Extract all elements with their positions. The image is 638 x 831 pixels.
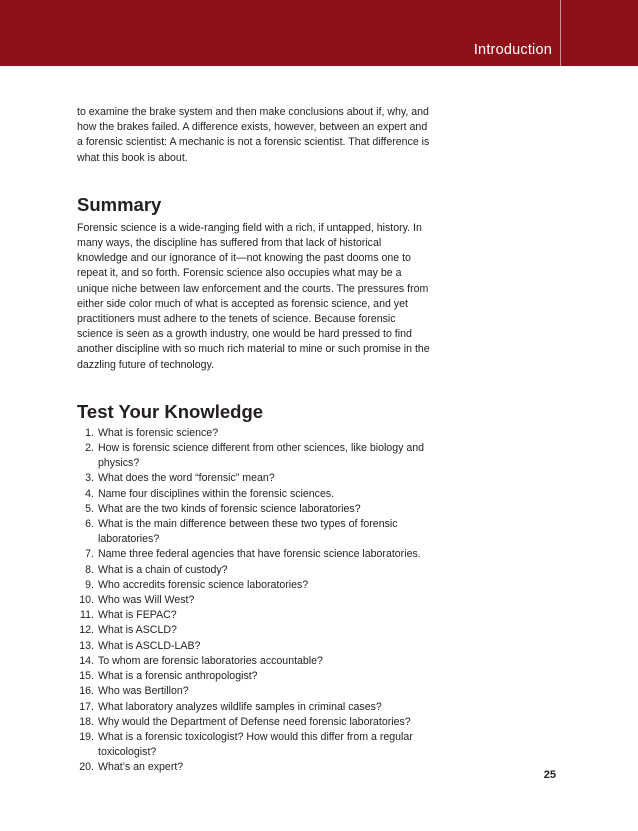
question-text: What is ASCLD? — [98, 624, 177, 637]
question-item — [77, 426, 432, 441]
summary-heading: Summary — [77, 193, 162, 215]
question-number: 18. — [79, 715, 94, 728]
question-text: What is the main difference between these two types of forensic laboratories? — [98, 518, 398, 546]
section-title: Introduction — [473, 42, 552, 58]
question-text: How is forensic science different from other sciences, like biology and physics? — [98, 442, 425, 470]
question-number: 2. — [85, 442, 94, 455]
question-number: 11. — [80, 609, 94, 622]
question-item — [77, 547, 432, 562]
question-item — [77, 578, 432, 593]
question-item — [77, 563, 432, 578]
question-text: Who accredits forensic science laboratories? — [98, 578, 309, 591]
question-number: 8. — [85, 563, 94, 576]
summary-paragraph: Forensic science is a wide-ranging field with a rich, if untapped, history. In many ways, the discipline has suffered from that lack of historical knowledge and our ignorance of it—not knowing the past dooms one to repeat it, and so forth. Forensic science also occupies what may be a unique niche between law enforcement and the courts. The pressures from either side color much of what is accepted as forensic science, and yet practitioners must adhere to the tenets of science. Because forensic science is seen as a growth industry, one would be hard pressed to find another discipline with so much rich material to mine or such promise in the dazzling future of technology. — [77, 221, 430, 371]
question-text: What are the two kinds of forensic science laboratories? — [98, 502, 361, 515]
question-number: 13. — [79, 639, 94, 652]
question-number: 7. — [85, 548, 94, 561]
question-item — [77, 760, 432, 775]
question-number: 19. — [79, 730, 94, 743]
question-item — [77, 487, 432, 502]
question-item — [77, 654, 432, 669]
question-number: 3. — [85, 472, 94, 485]
question-text: What is FEPAC? — [98, 609, 177, 622]
header-divider — [560, 0, 561, 66]
question-text: What does the word “forensic” mean? — [98, 472, 275, 485]
question-number: 9. — [85, 578, 94, 591]
question-item — [77, 517, 432, 547]
question-item — [77, 502, 432, 517]
question-text: What is forensic science? — [98, 426, 219, 439]
page-content — [77, 105, 432, 776]
question-item — [77, 441, 432, 471]
question-text: Why would the Department of Defense need forensic laboratories? — [98, 715, 411, 728]
question-text: What is a chain of custody? — [98, 563, 228, 576]
question-number: 10. — [79, 594, 94, 607]
test-your-knowledge-heading: Test Your Knowledge — [77, 400, 264, 422]
question-item — [77, 669, 432, 684]
question-number: 16. — [79, 685, 94, 698]
question-text: What is a forensic anthropologist? — [98, 670, 258, 683]
question-text: What is a forensic toxicologist? How would this differ from a regular toxicologist? — [98, 730, 413, 759]
intro-paragraph: to examine the brake system and then make conclusions about if, why, and how the brakes failed. A difference exists, however, between an expert and a forensic scientist: A mechanic is not a forensic scientist. That difference is what this book is about. — [77, 106, 430, 164]
question-number: 4. — [85, 487, 94, 500]
question-text: Name three federal agencies that have forensic science laboratories. — [98, 548, 421, 561]
question-list — [77, 426, 432, 776]
question-text: Who was Will West? — [98, 594, 195, 607]
question-item — [77, 715, 432, 730]
question-item — [77, 639, 432, 654]
question-text: To whom are forensic laboratories accountable? — [98, 654, 323, 667]
question-item — [77, 593, 432, 608]
question-number: 1. — [85, 426, 94, 439]
question-number: 5. — [85, 502, 94, 515]
question-item — [77, 684, 432, 699]
question-number: 17. — [79, 700, 94, 713]
question-text: What is ASCLD-LAB? — [98, 639, 201, 652]
question-number: 12. — [79, 624, 94, 637]
question-number: 15. — [79, 670, 94, 683]
question-number: 20. — [79, 761, 94, 774]
question-text: What’s an expert? — [98, 761, 184, 774]
question-number: 6. — [85, 518, 94, 531]
question-number: 14. — [79, 654, 94, 667]
question-text: Who was Bertillon? — [98, 685, 189, 698]
question-item — [77, 623, 432, 638]
page-number: 25 — [543, 769, 556, 781]
question-text: What laboratory analyzes wildlife samples in criminal cases? — [98, 700, 382, 713]
question-item — [77, 471, 432, 486]
question-item — [77, 700, 432, 715]
question-item — [77, 608, 432, 623]
question-item — [77, 730, 432, 760]
question-text: Name four disciplines within the forensic sciences. — [98, 487, 335, 500]
